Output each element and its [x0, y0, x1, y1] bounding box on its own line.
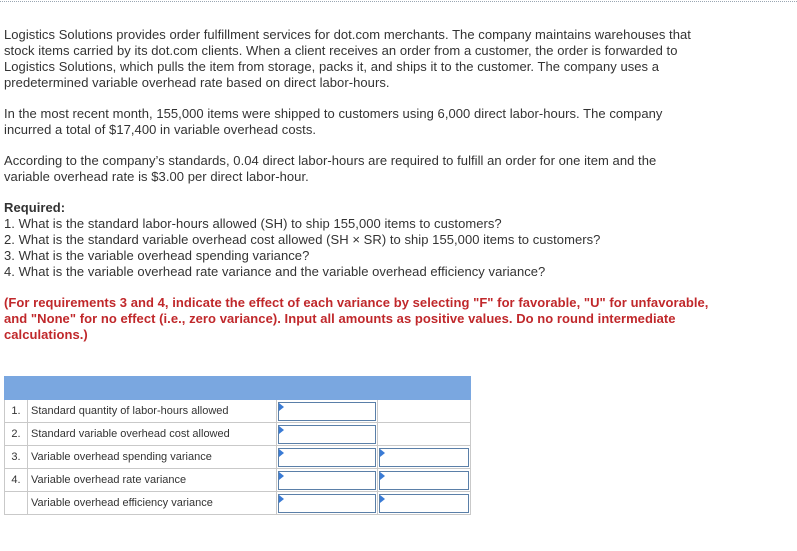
row-label: Standard variable overhead cost allowed — [28, 423, 277, 446]
row-label: Variable overhead spending variance — [28, 446, 277, 469]
text-line: variable overhead rate is $3.00 per direct labor-hour. — [4, 169, 309, 184]
problem-text — [4, 27, 789, 343]
instruction-line: and "None" for no effect (i.e., zero variance). Input all amounts as positive values. Do no round intermediate — [4, 311, 676, 326]
amount-input-labor-hours[interactable] — [278, 402, 376, 421]
required-item: 1. What is the standard labor-hours allowed (SH) to ship 155,000 items to customers? — [4, 216, 502, 231]
row-number: 1. — [5, 400, 28, 423]
required-item: 4. What is the variable overhead rate variance and the variable overhead efficiency variance? — [4, 264, 546, 279]
effect-select-rate-variance[interactable] — [379, 471, 469, 490]
row-label: Variable overhead rate variance — [28, 469, 277, 492]
required-item: 2. What is the standard variable overhead cost allowed (SH × SR) to ship 155,000 items to customers? — [4, 232, 601, 247]
paragraph-standards — [4, 153, 789, 185]
required-title: Required: — [4, 200, 66, 215]
text-line: Logistics Solutions, which pulls the item from storage, packs it, and ships it to the customer. The company uses a — [4, 59, 660, 74]
paragraph-intro — [4, 27, 789, 91]
table-row — [5, 492, 471, 515]
text-line: predetermined variable overhead rate based on direct labor-hours. — [4, 75, 390, 90]
row-number — [5, 492, 28, 515]
instruction-line: (For requirements 3 and 4, indicate the effect of each variance by selecting "F" for favorable, "U" for unfavorable, — [4, 295, 709, 310]
required-item: 3. What is the variable overhead spending variance? — [4, 248, 310, 263]
table-row — [5, 446, 471, 469]
text-line: In the most recent month, 155,000 items were shipped to customers using 6,000 direct labor-hours. The company — [4, 106, 663, 121]
required-section — [4, 200, 789, 280]
amount-input-efficiency-variance[interactable] — [278, 494, 376, 513]
amount-input-overhead-cost[interactable] — [278, 425, 376, 444]
amount-input-rate-variance[interactable] — [278, 471, 376, 490]
row-number: 2. — [5, 423, 28, 446]
text-line: According to the company’s standards, 0.04 direct labor-hours are required to fulfill an order for one item and the — [4, 153, 657, 168]
row-number: 4. — [5, 469, 28, 492]
table-row — [5, 469, 471, 492]
top-divider — [0, 1, 797, 2]
text-line: incurred a total of $17,400 in variable overhead costs. — [4, 122, 317, 137]
table-header-row — [5, 377, 471, 400]
text-line: Logistics Solutions provides order fulfillment services for dot.com merchants. The company maintains warehouses that — [4, 27, 691, 42]
paragraph-month-data — [4, 106, 789, 138]
row-label: Standard quantity of labor-hours allowed — [28, 400, 277, 423]
table-row — [5, 400, 471, 423]
text-line: stock items carried by its dot.com clients. When a client receives an order from a customer, the order is forwarded to — [4, 43, 678, 58]
amount-input-spending-variance[interactable] — [278, 448, 376, 467]
row-label: Variable overhead efficiency variance — [28, 492, 277, 515]
instruction-line: calculations.) — [4, 327, 88, 342]
effect-select-efficiency-variance[interactable] — [379, 494, 469, 513]
row-number: 3. — [5, 446, 28, 469]
table-row — [5, 423, 471, 446]
answer-table — [4, 376, 471, 515]
effect-select-spending-variance[interactable] — [379, 448, 469, 467]
instructions — [4, 295, 789, 343]
